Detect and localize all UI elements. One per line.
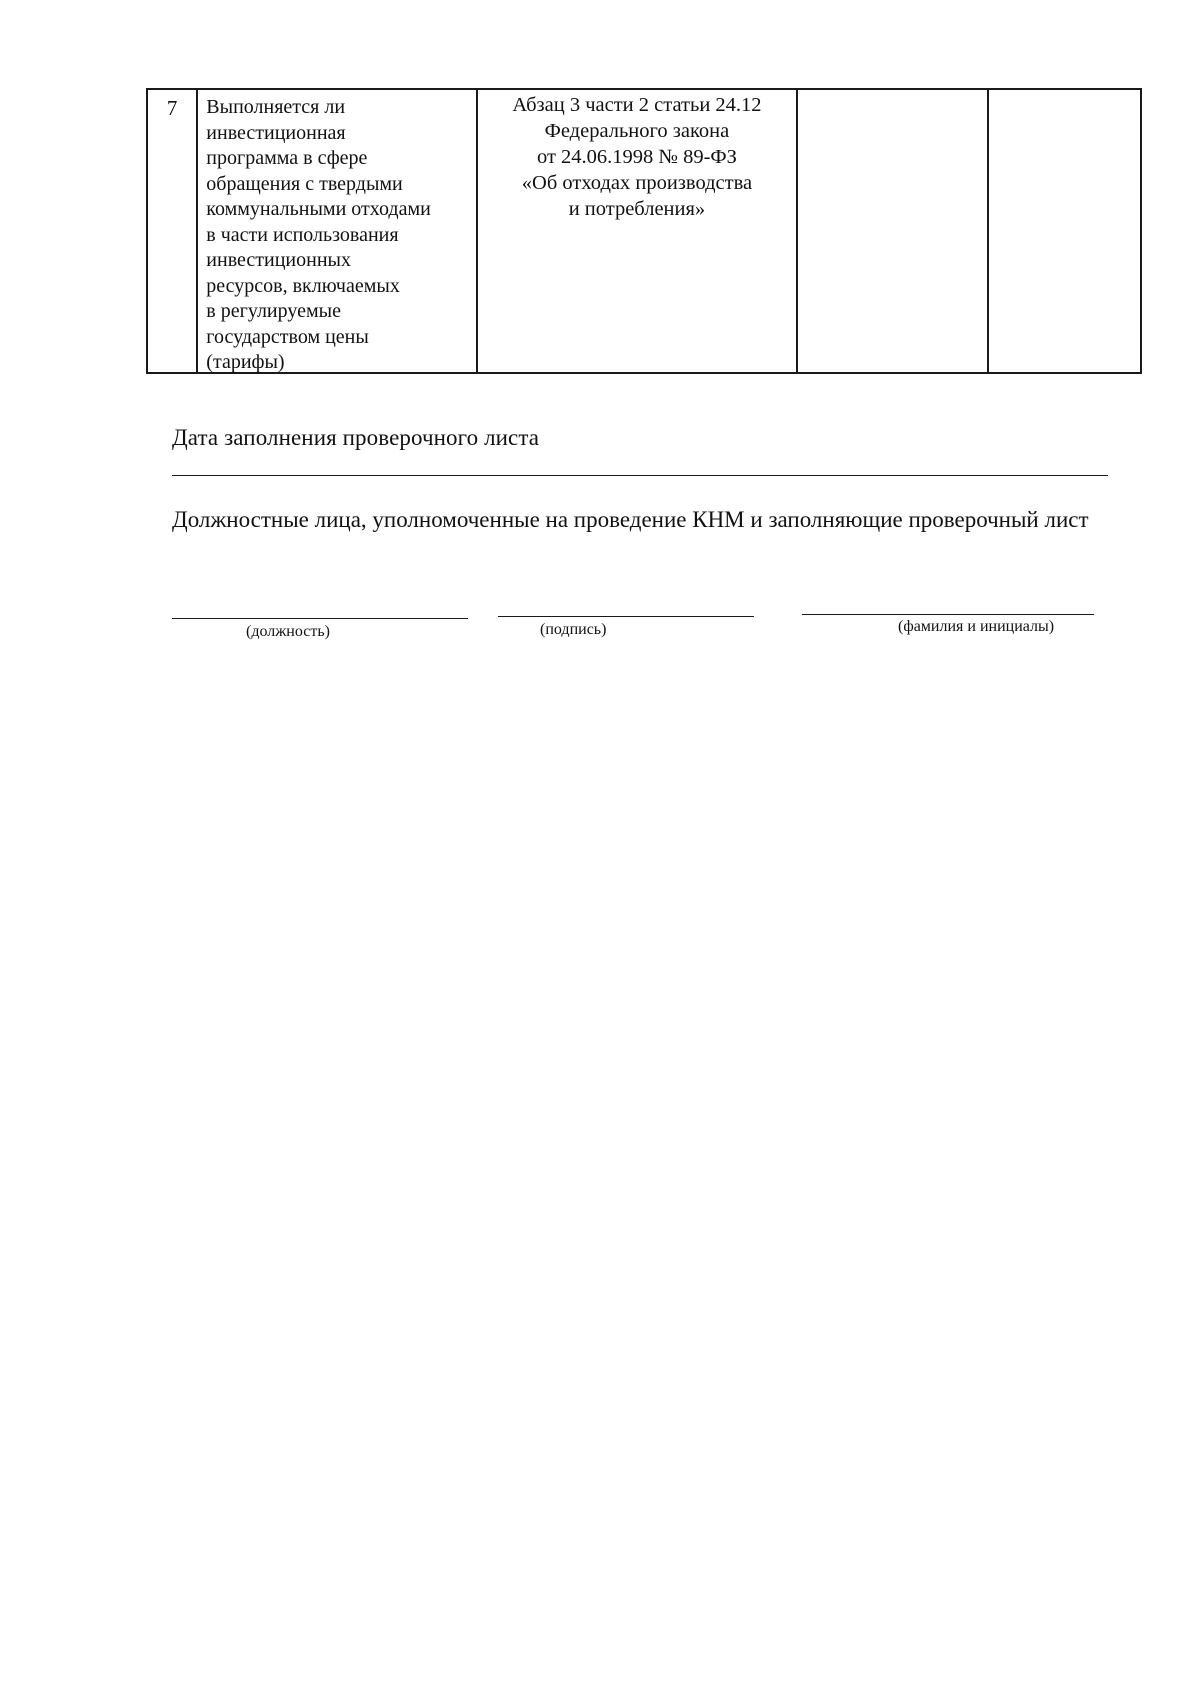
position-caption: (должность) xyxy=(246,623,330,640)
note-cell xyxy=(988,89,1141,373)
question-cell xyxy=(197,89,477,373)
table-row xyxy=(147,89,1141,373)
question-text: Выполняется ли инвестиционная программа в сфере обращения с твердыми коммунальными отходами в части использования инвестиционных ресурсов, включаемых в регулируемые государством цены (тарифы) xyxy=(206,96,431,373)
row-number-cell xyxy=(147,89,197,373)
name-line xyxy=(802,614,1094,615)
signature-line xyxy=(498,616,754,617)
position-line xyxy=(172,618,468,619)
name-caption: (фамилия и инициалы) xyxy=(898,618,1055,635)
checklist-table xyxy=(146,88,1142,374)
answer-cell xyxy=(797,89,988,373)
row-number: 7 xyxy=(166,96,178,120)
signature-caption: (подпись) xyxy=(540,621,607,638)
fill-date-line xyxy=(172,475,1108,476)
reference-cell xyxy=(477,89,797,373)
legal-reference-text: Абзац 3 части 2 статьи 24.12 Федерального закона от 24.06.1998 № 89-ФЗ «Об отходах производства и потребления» xyxy=(512,94,762,220)
officials-label: Должностные лица, уполномоченные на проведение КНМ и заполняющие проверочный лист xyxy=(172,507,1089,532)
fill-date-label: Дата заполнения проверочного листа xyxy=(172,425,540,450)
